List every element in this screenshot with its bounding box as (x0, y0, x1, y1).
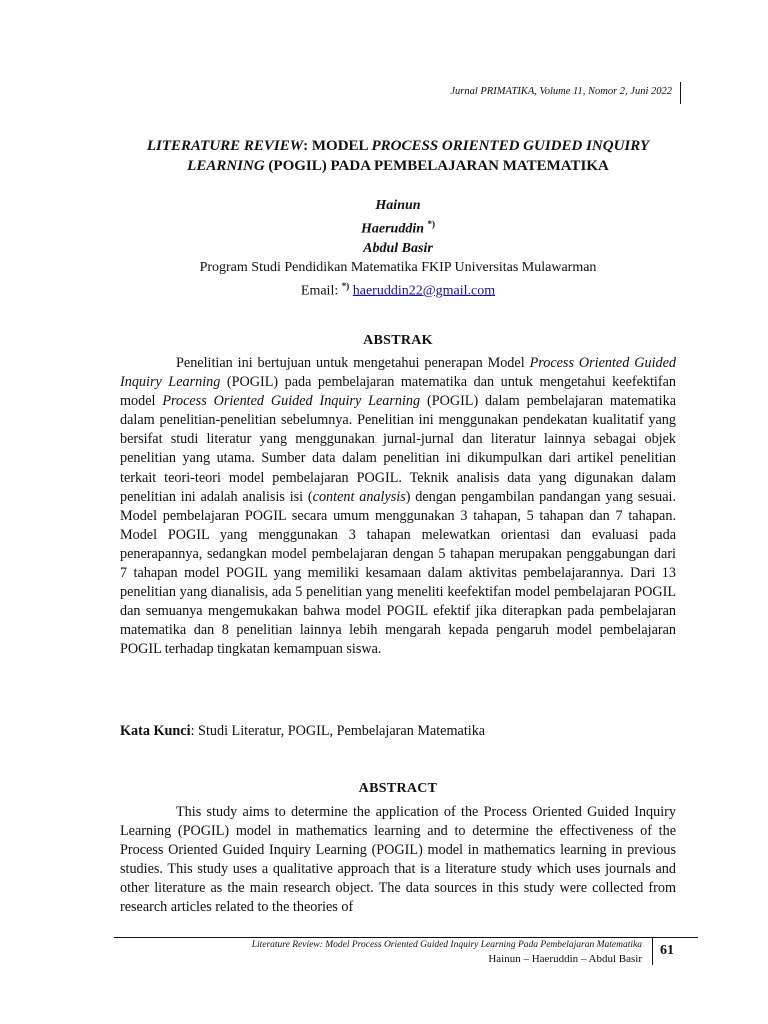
author-2-name: Haeruddin (360, 221, 424, 237)
abstrak-text-3: (POGIL) pada pembelajaran matematika dan untuk mengetahui keefektifan model (120, 374, 676, 410)
title-part-4: (POGIL) PADA PEMBELAJARAN MATEMATIKA (264, 158, 609, 174)
email-link[interactable]: haeruddin22@gmail.com (352, 283, 496, 299)
author-2 (100, 215, 696, 239)
abstrak-text-4: Process Oriented Guided Inquiry Learning (162, 393, 421, 410)
affiliation: Program Studi Pendidikan Matematika FKIP Universitas Mulawarman (199, 259, 597, 275)
corresponding-mark: *) (427, 219, 435, 229)
keywords (120, 723, 676, 740)
email-label: Email: (300, 283, 342, 299)
footer-divider (652, 937, 653, 965)
abstrak-text-5: (POGIL) dalam pembelajaran matematika dalam penelitian-penelitian sebelumnya. Penelitian ini menggunakan pendekatan kualitatif yang bersifat studi literatur yang menggunakan jurnal-jurnal dan literatur lainnya sebagai objek penelitian yang utama. Sumber data dalam penelitian ini dikumpulkan dari artikel penelitian terkait teori-teori model pembelajaran POGIL. Teknik analisis data yang digunakan dalam penelitian ini adalah analisis isi ( (120, 393, 677, 505)
abstrak-text-6: content analysis (312, 488, 406, 505)
page-number: 61 (660, 943, 674, 958)
abstract-paragraph: This study aims to determine the application of the Process Oriented Guided Inquiry Learning (POGIL) model in mathematics learning and to determine the effectiveness of the Process Oriented Guided Inquiry Learning (POGIL) model in mathematics learning in previous studies. This study uses a qualitative approach that is a literature study which uses journals and other literature as the main research object. The data sources in this study were collected from research articles related to the theories of (120, 804, 676, 916)
abstrak-text-7: ) dengan pengambilan pandangan yang sesuai. Model pembelajaran POGIL secara umum menggunakan 3 tahapan, 5 tahapan dan 7 tahapan. Model POGIL yang menggunakan 3 tahapan melewatkan orientasi dan evaluasi pada penerapannya, sedangkan model pembelajaran dengan 5 tahapan merupakan penggabungan dari 7 tahapan model POGIL yang memiliki kesamaan dalam aktivitas pembelajarannya. Dari 13 penelitian yang dianalisis, ada 5 penelitian yang meneliti keefektifan model pembelajaran POGIL dan semuanya mengemukakan bahwa model POGIL efektif jika diterapkan pada pembelajaran matematika dan 8 penelitian lainnya lebih mengarah kepada pengaruh model pembelajaran POGIL terhadap tingkatan kemampuan siswa. (120, 488, 676, 658)
abstrak-paragraph (120, 354, 676, 660)
email-line (100, 277, 696, 301)
abstrak-heading: ABSTRAK (363, 333, 433, 348)
paper-title (120, 136, 676, 176)
author-3-name: Abdul Basir (363, 240, 433, 256)
journal-header: Jurnal PRIMATIKA, Volume 11, Nomor 2, Juni 2022 (450, 86, 672, 97)
title-part-3: PROCESS ORIENTED GUIDED INQUIRY LEARNING (187, 138, 650, 174)
footer-authors: Hainun – Haeruddin – Abdul Basir (488, 953, 642, 965)
abstract-heading: ABSTRACT (358, 781, 438, 796)
title-block (120, 136, 676, 176)
footer-rule (114, 937, 698, 938)
title-part-1: LITERATURE REVIEW (146, 138, 304, 154)
author-1-name: Hainun (375, 198, 421, 213)
author-block (100, 196, 696, 300)
author-3 (100, 239, 696, 258)
keywords-text: : Studi Literatur, POGIL, Pembelajaran Matematika (190, 723, 486, 739)
email-mark: *) (341, 280, 350, 291)
abstrak-text-2: Process Oriented Guided Inquiry Learning (120, 355, 677, 391)
header-rule (680, 82, 681, 104)
footer-running-title: Literature Review: Model Process Oriented Guided Inquiry Learning Pada Pembelajaran Matematika (251, 940, 642, 950)
author-1 (100, 196, 696, 215)
abstrak-text-1: Penelitian ini bertujuan untuk mengetahui penerapan Model (176, 355, 530, 371)
keywords-label: Kata Kunci (120, 723, 191, 739)
title-part-2: : MODEL (303, 138, 372, 154)
